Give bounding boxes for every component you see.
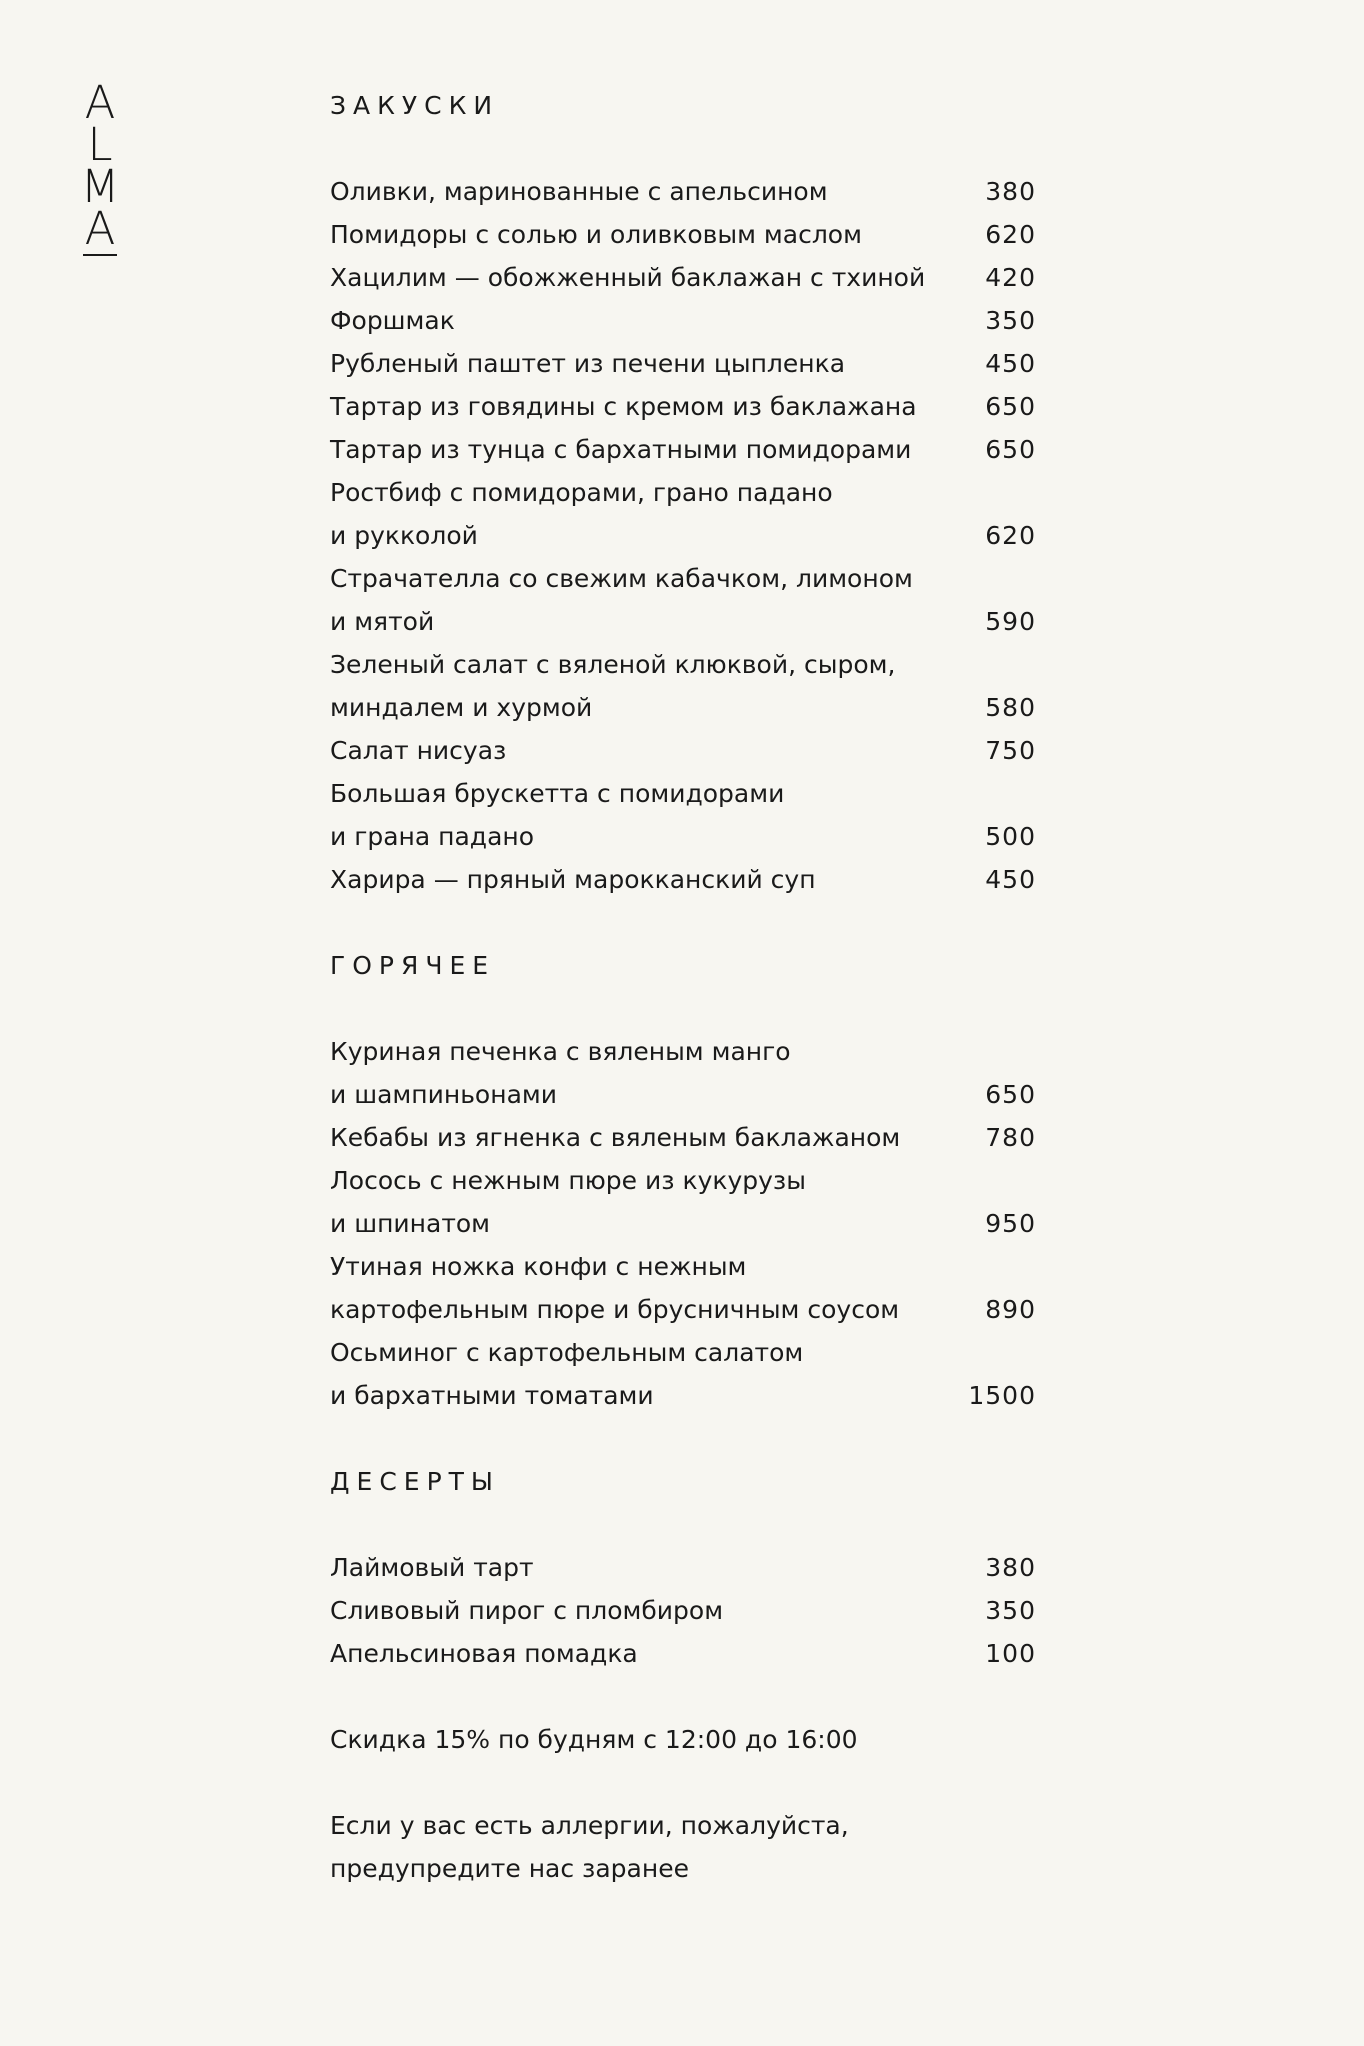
logo-letter: A [84,76,116,129]
footer-note-line: Скидка 15% по будням с 12:00 до 16:00 [330,1725,858,1754]
menu-item-name-line: Лосось с нежным пюре из кукурузы [330,1166,806,1195]
menu-item-price: 950 [985,1209,1036,1238]
menu-item [330,299,1036,342]
menu-item-name [330,1030,950,1116]
menu-item-name-line: Апельсиновая помадка [330,1639,638,1668]
menu-item [330,256,1036,299]
menu-item-price: 620 [985,220,1036,249]
menu-item-price: 420 [985,263,1036,292]
menu-item-name [330,170,950,213]
menu-item-name-line: Куриная печенка с вяленым манго [330,1037,791,1066]
alma-logo [80,76,120,256]
menu-item-price: 590 [985,607,1036,636]
logo-underline [83,254,117,256]
menu-item-price: 890 [985,1295,1036,1324]
menu-item-price: 620 [985,521,1036,550]
menu-item-name [330,428,950,471]
menu-item [330,385,1036,428]
menu-item-name-line: и грана падано [330,822,535,851]
section-title: ДЕСЕРТЫ [330,1467,500,1496]
menu-item-name [330,1116,950,1159]
menu-item-price: 450 [985,349,1036,378]
menu-item-name [330,729,950,772]
menu-section-items [330,1546,1036,1675]
menu-item [330,170,1036,213]
menu-item [330,213,1036,256]
footer-note [330,1804,1036,1890]
menu-item-name-line: Ростбиф с помидорами, грано падано [330,478,833,507]
menu-item-price: 1500 [968,1381,1036,1410]
menu-item-price: 380 [985,177,1036,206]
menu-item [330,342,1036,385]
menu-item-price: 350 [985,306,1036,335]
menu-item-name-line: Оливки, маринованные с апельсином [330,177,828,206]
logo-letter: L [87,118,113,171]
menu-item-price: 650 [985,1080,1036,1109]
menu-item-price: 350 [985,1596,1036,1625]
menu-item-name-line: Харира — пряный марокканский суп [330,865,816,894]
menu-item-name [330,1589,950,1632]
menu-item-name [330,1331,950,1417]
menu-item-name [330,385,950,428]
menu-item-name [330,557,950,643]
menu-item-price: 380 [985,1553,1036,1582]
menu-item-price: 500 [985,822,1036,851]
menu-item-name [330,342,950,385]
menu-item-price: 650 [985,435,1036,464]
menu-item [330,858,1036,901]
menu-item-price: 100 [985,1639,1036,1668]
logo-letter: M [80,160,120,213]
menu-item [330,1245,1036,1331]
menu-item-name [330,643,950,729]
menu-item-name-line: Рубленый паштет из печени цыпленка [330,349,846,378]
menu-item-name [330,213,950,256]
menu-item [330,729,1036,772]
menu-content [330,84,1036,1933]
menu-item-price: 750 [985,736,1036,765]
menu-item-name [330,858,950,901]
menu-section-items [330,170,1036,901]
menu-item-name-line: и шампиньонами [330,1080,557,1109]
menu-item-name-line: Хацилим — обожженный баклажан с тхиной [330,263,926,292]
menu-item-name-line: картофельным пюре и брусничным соусом [330,1295,900,1324]
menu-item-name-line: миндалем и хурмой [330,693,593,722]
menu-item-name [330,1632,950,1675]
menu-item [330,428,1036,471]
menu-item-price: 450 [985,865,1036,894]
menu-item-name-line: и рукколой [330,521,478,550]
menu-item-name [330,772,950,858]
menu-item-name-line: Кебабы из ягненка с вяленым баклажаном [330,1123,901,1152]
menu-item [330,557,1036,643]
menu-item-name [330,1546,950,1589]
menu-item-name-line: Помидоры с солью и оливковым маслом [330,220,862,249]
menu-section-items [330,1030,1036,1417]
footer-note [330,1718,1036,1761]
menu-item [330,643,1036,729]
footer-note-line: предупредите нас заранее [330,1854,689,1883]
menu-item-name-line: Тартар из говядины с кремом из баклажана [330,392,917,421]
menu-item-name-line: Форшмак [330,306,455,335]
menu-item-name [330,471,950,557]
footer-note-line: Если у вас есть аллергии, пожалуйста, [330,1811,849,1840]
section-title: ЗАКУСКИ [330,91,500,120]
section-title: ГОРЯЧЕЕ [330,951,496,980]
menu-item-name-line: Зеленый салат с вяленой клюквой, сыром, [330,650,896,679]
menu-item [330,1546,1036,1589]
menu-item-name-line: Утиная ножка конфи с нежным [330,1252,747,1281]
menu-item-name [330,256,950,299]
menu-item-name-line: Осьминог с картофельным салатом [330,1338,804,1367]
menu-item-name [330,1245,950,1331]
menu-item-price: 650 [985,392,1036,421]
menu-item-name-line: и шпинатом [330,1209,491,1238]
menu-item-name-line: Салат нисуаз [330,736,507,765]
menu-item-price: 780 [985,1123,1036,1152]
menu-item [330,471,1036,557]
menu-item-name-line: и бархатными томатами [330,1381,654,1410]
menu-item [330,1159,1036,1245]
menu-item [330,1030,1036,1116]
menu-item-name [330,299,950,342]
menu-item-name-line: Лаймовый тарт [330,1553,534,1582]
menu-item [330,1632,1036,1675]
menu-item-price: 580 [985,693,1036,722]
menu-item-name-line: и мятой [330,607,435,636]
menu-item-name [330,1159,950,1245]
menu-item-name-line: Сливовый пирог с пломбиром [330,1596,724,1625]
menu-item [330,1116,1036,1159]
menu-item [330,1589,1036,1632]
menu-item-name-line: Большая брускетта с помидорами [330,779,785,808]
menu-item-name-line: Страчателла со свежим кабачком, лимоном [330,564,913,593]
menu-item-name-line: Тартар из тунца с бархатными помидорами [330,435,912,464]
logo-letter: A [84,202,116,255]
menu-item [330,1331,1036,1417]
menu-item [330,772,1036,858]
